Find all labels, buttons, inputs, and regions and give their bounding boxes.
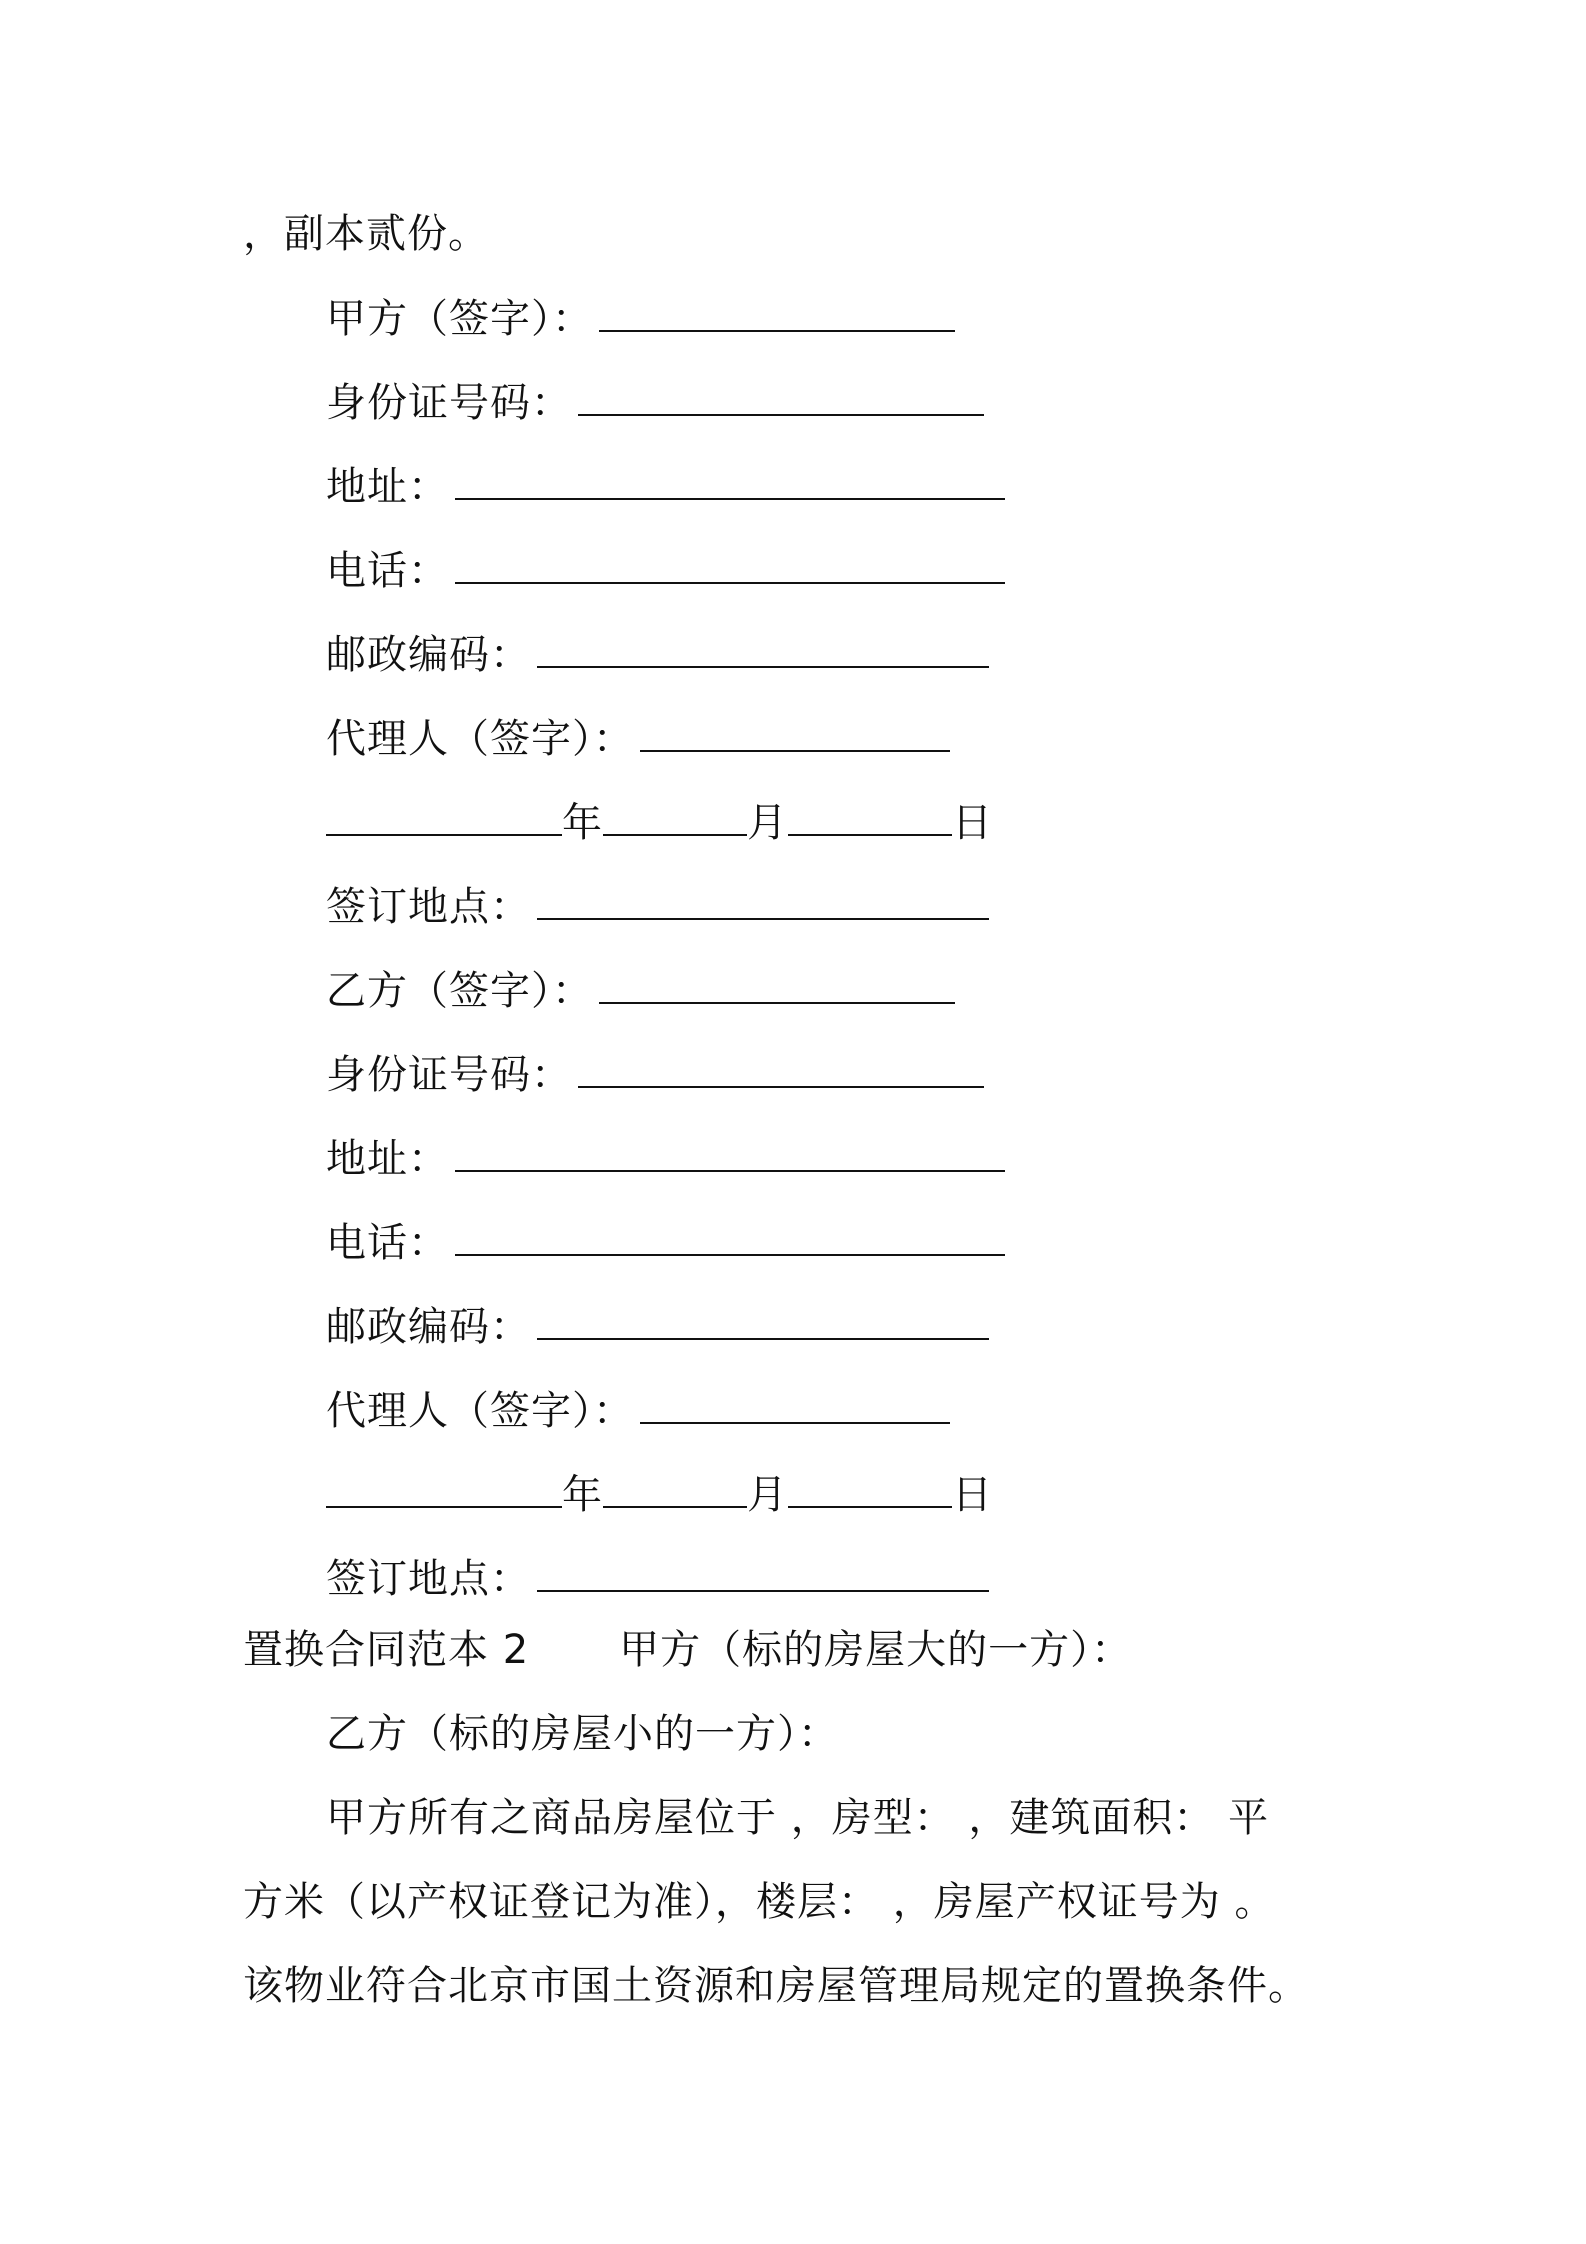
party-b-id-blank (578, 1048, 984, 1088)
party-b-signature-line (326, 964, 955, 1017)
party-a-phone-blank (455, 544, 1005, 584)
day-label: 日 (952, 1472, 993, 1518)
month-label: 月 (747, 1472, 788, 1518)
party-a-agent-label: 代理人（签字）： (326, 716, 634, 762)
section-heading-line (243, 1624, 1132, 1676)
party-b-phone-blank (455, 1216, 1005, 1256)
party-a-signature-line (326, 292, 955, 345)
party-a-place-line (326, 880, 989, 933)
party-a-address-label: 地址： (326, 464, 449, 510)
paragraph-line-2: 方米（以产权证登记为准），楼层： ，房屋产权证号为 。 (243, 1879, 1276, 1925)
party-a-phone-label: 电话： (326, 548, 449, 594)
party-b-day-blank (788, 1468, 952, 1508)
party-a-address-line (326, 460, 1005, 513)
year-label: 年 (562, 1472, 603, 1518)
party-a-id-line (326, 376, 984, 429)
section-title: 置换合同范本 2 (243, 1627, 530, 1673)
party-b-postcode-label: 邮政编码： (326, 1304, 531, 1350)
party-a-date-line (326, 796, 993, 849)
month-label: 月 (747, 800, 788, 846)
party-a-day-blank (788, 796, 952, 836)
party-b-phone-line (326, 1216, 1005, 1269)
party-a-place-blank (537, 880, 989, 920)
party-b-address-label: 地址： (326, 1136, 449, 1182)
party-a-agent-line (326, 712, 950, 765)
party-a-agent-blank (640, 712, 950, 752)
party-a-postcode-line (326, 628, 989, 681)
party-b-month-blank (603, 1468, 747, 1508)
party-b-place-blank (537, 1552, 989, 1592)
party-b-signature-blank (599, 964, 955, 1004)
party-b-agent-blank (640, 1384, 950, 1424)
party-a-signature-label: 甲方（签字）： (326, 296, 593, 342)
party-a-year-blank (326, 796, 562, 836)
party-b-phone-label: 电话： (326, 1220, 449, 1266)
party-b-postcode-line (326, 1300, 989, 1353)
party-b-agent-line (326, 1384, 950, 1437)
party-b-agent-label: 代理人（签字）： (326, 1388, 634, 1434)
party-b-id-line (326, 1048, 984, 1101)
party-a-month-blank (603, 796, 747, 836)
party-a-postcode-label: 邮政编码： (326, 632, 531, 678)
paragraph-line-3: 该物业符合北京市国土资源和房屋管理局规定的置换条件。 (243, 1963, 1309, 2009)
year-label: 年 (562, 800, 603, 846)
party-b-place-label: 签订地点： (326, 1556, 531, 1602)
party-a-postcode-blank (537, 628, 989, 668)
party-a-address-blank (455, 460, 1005, 500)
party-b-year-blank (326, 1468, 562, 1508)
paragraph-line-1: 甲方所有之商品房屋位于 ，房型： ，建筑面积： 平 (326, 1795, 1270, 1841)
party-a-id-blank (578, 376, 984, 416)
party-a-place-label: 签订地点： (326, 884, 531, 930)
party-a-signature-blank (599, 292, 955, 332)
party-a-phone-line (326, 544, 1005, 597)
party-b-postcode-blank (537, 1300, 989, 1340)
party-b-address-blank (455, 1132, 1005, 1172)
party-b-address-line (326, 1132, 1005, 1185)
party-a-large-label: 甲方（标的房屋大的一方）： (619, 1627, 1133, 1673)
day-label: 日 (952, 800, 993, 846)
opening-line: ，副本贰份。 (243, 211, 489, 257)
party-a-id-label: 身份证号码： (326, 380, 572, 426)
party-b-id-label: 身份证号码： (326, 1052, 572, 1098)
party-b-signature-label: 乙方（签字）： (326, 968, 593, 1014)
party-b-date-line (326, 1468, 993, 1521)
party-b-place-line (326, 1552, 989, 1605)
party-b-small-line: 乙方（标的房屋小的一方）： (326, 1711, 839, 1757)
